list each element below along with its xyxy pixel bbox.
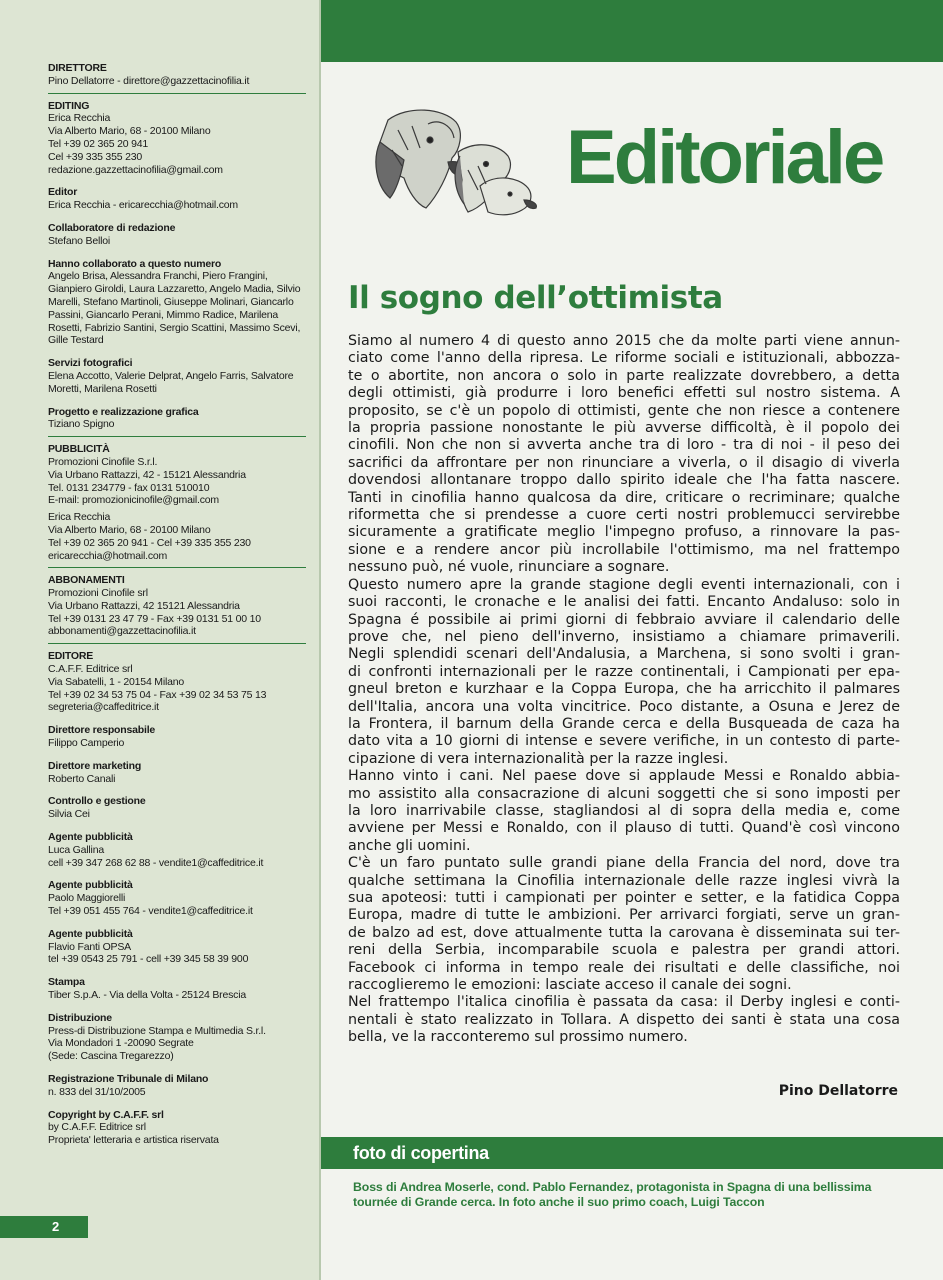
article-line: dovendosi allontanare troppo dallo spirito ideale che l'ha fatta nascere.	[348, 472, 900, 489]
masthead-line: Tel. 0131 234779 - fax 0131 510010	[48, 481, 210, 494]
masthead-line: Marelli, Stefano Martinoli, Giuseppe Molinari, Giancarlo	[48, 295, 294, 308]
masthead-block-title: Collaboratore di redazione	[48, 221, 176, 234]
masthead-block-title: Direttore responsabile	[48, 724, 156, 737]
article-line: Facebook ci informa in tempo reale dei risultati e delle classifiche, noi	[348, 959, 900, 976]
masthead-line: Passini, Giancarlo Perani, Mimmo Radice, Marilena	[48, 308, 279, 321]
masthead	[0, 0, 306, 1147]
cover-photo-band	[321, 1137, 943, 1169]
masthead-line: Flavio Fanti OPSA	[48, 940, 131, 953]
masthead-line: Roberto Canali	[48, 772, 116, 785]
masthead-block	[48, 976, 306, 1002]
section-title: Editoriale	[566, 115, 883, 200]
article-body	[348, 333, 900, 1047]
article-line: mo assistito alla consacrazione di alcuni soggetti che si sono imposti per	[348, 785, 900, 802]
masthead-block-title: Hanno collaborato a questo numero	[48, 257, 222, 270]
masthead-block-title: Agente pubblicità	[48, 879, 133, 892]
article-line: gneul breton e kurzhaar e la Coppa Europa, che ha arricchito il palmares	[348, 681, 900, 698]
article-line: de balzo ad est, dove attualmente tutta la carovana è disseminata sui ter-	[348, 924, 900, 941]
masthead-line: Press-di Distribuzione Stampa e Multimedia S.r.l.	[48, 1024, 266, 1037]
masthead-line: Promozioni Cinofile srl	[48, 587, 148, 600]
masthead-block-title: EDITORE	[48, 650, 94, 663]
masthead-block-title: Agente pubblicità	[48, 831, 133, 844]
masthead-block-title: Stampa	[48, 976, 85, 989]
masthead-line: Via Urbano Rattazzi, 42 15121 Alessandria	[48, 599, 240, 612]
masthead-block	[48, 222, 306, 248]
article-line: sicuramente a gratificate meglio l'impegno profuso, a rinnovare la pas-	[348, 524, 900, 541]
masthead-line: Elena Accotto, Valerie Delprat, Angelo Farris, Salvatore	[48, 369, 294, 382]
masthead-line: segreteria@caffeditrice.it	[48, 701, 159, 714]
article-line: nessuno può, né vuole, rinunciare a sognare.	[348, 559, 670, 576]
masthead-line: tel +39 0543 25 791 - cell +39 345 58 39 900	[48, 953, 249, 966]
sidebar-divider	[319, 0, 321, 1280]
masthead-line: Tiber S.p.A. - Via della Volta - 25124 Brescia	[48, 989, 246, 1002]
article-line: sione e a rendere ancor più incrollabile l'ottimismo, ma nel frattempo	[348, 541, 900, 558]
masthead-block	[48, 406, 306, 438]
article-line: dato vita a 10 giorni di intense e severe verifiche, in un contesto di parte-	[348, 733, 900, 750]
article-line: Nel frattempo l'italica cinofilia è passata da casa: il Derby inglesi e conti-	[348, 994, 900, 1011]
page-number-box	[0, 1216, 88, 1238]
masthead-line: Cel +39 335 355 230	[48, 150, 142, 163]
masthead-line: C.A.F.F. Editrice srl	[48, 663, 133, 676]
masthead-block	[48, 258, 306, 348]
masthead-block	[48, 100, 306, 177]
article-line: la Frontera, il barnum della Grande cerca e della Busqueada de caza ha	[348, 715, 900, 732]
caption-line: tournée di Grande cerca. In foto anche il suo primo coach, Luigi Taccon	[353, 1195, 765, 1209]
masthead-line: Via Urbano Rattazzi, 42 - 15121 Alessandria	[48, 468, 246, 481]
masthead-line: Erica Recchia	[48, 112, 111, 125]
masthead-block	[48, 650, 306, 714]
article-line: qualche settimana la Cinofilia internazionale delle razze inglesi vivrà la	[348, 872, 900, 889]
masthead-block	[48, 1073, 306, 1099]
article-line: Tanti in cinofilia hanno qualcosa da dire, criticare o recriminare; qualche	[348, 489, 900, 506]
masthead-line: E-mail: promozionicinofile@gmail.com	[48, 494, 219, 507]
masthead-line: n. 833 del 31/10/2005	[48, 1085, 146, 1098]
masthead-block-title: Agente pubblicità	[48, 927, 133, 940]
article-line: cipazione di vera internazionalità per la razze inglesi.	[348, 750, 729, 767]
masthead-block	[48, 879, 306, 917]
masthead-block-title: EDITING	[48, 99, 90, 112]
masthead-block-title: Editor	[48, 186, 78, 199]
article-line: Spagna é possibile ai primi giorni di febbraio avviare il calendario delle	[348, 611, 900, 628]
article-line: riformetta che si prendesse a cuore certi nostri problemucci servirebbe	[348, 507, 900, 524]
masthead-line: Erica Recchia	[48, 511, 111, 524]
caption-line: Boss di Andrea Moserle, cond. Pablo Fernandez, protagonista in Spagna di una bellissima	[353, 1180, 872, 1194]
masthead-block-title: Registrazione Tribunale di Milano	[48, 1073, 209, 1085]
masthead-line: Filippo Camperio	[48, 737, 125, 750]
article-line: degli ottimisti, già produrre i loro benefici effetti sul nostro sistema. A	[348, 385, 900, 402]
masthead-line: Via Alberto Mario, 68 - 20100 Milano	[48, 523, 211, 536]
page-number: 2	[52, 1219, 60, 1234]
article-line: avviene per Messi e Ronaldo, con il plauso di tutti. Quand'è così vincono	[348, 820, 900, 837]
masthead-line: Via Alberto Mario, 68 - 20100 Milano	[48, 125, 211, 138]
article-line: bella, ve la racconteremo sul prossimo numero.	[348, 1029, 688, 1046]
masthead-line: Tiziano Spigno	[48, 418, 115, 431]
masthead-block-title: ABBONAMENTI	[48, 574, 125, 587]
masthead-block	[48, 443, 306, 568]
masthead-line: Pino Dellatorre - direttore@gazzettacinofilia.it	[48, 74, 250, 87]
masthead-line: Gianpiero Giroldi, Laura Lazzaretto, Angelo Madia, Silvio	[48, 283, 301, 296]
masthead-sidebar	[0, 0, 319, 1280]
masthead-block-title: Controllo e gestione	[48, 795, 146, 808]
masthead-block	[48, 724, 306, 750]
cover-photo-title: foto di copertina	[353, 1143, 489, 1163]
masthead-block	[48, 186, 306, 212]
masthead-line: Gille Testard	[48, 334, 104, 347]
masthead-line: by C.A.F.F. Editrice srl	[48, 1121, 146, 1134]
dog-heads-illustration	[368, 100, 540, 220]
masthead-block-title: PUBBLICITÀ	[48, 443, 110, 456]
masthead-block	[48, 62, 306, 94]
cover-photo-caption	[353, 1180, 913, 1210]
article-line: reni della Serbia, incomparabile scuola e palestra per grandi attori.	[348, 942, 900, 959]
masthead-line: ericarecchia@hotmail.com	[48, 549, 168, 562]
masthead-line: Via Sabatelli, 1 - 20154 Milano	[48, 675, 185, 688]
article-line: dell'Italia, ancora una volta vincitrice. Poco distante, a Osuna e Jerez de	[348, 698, 900, 715]
article-line: suoi racconti, le cronache e le analisi dei fatti. Encanto Andaluso: solo in	[348, 594, 900, 611]
masthead-line: Silvia Cei	[48, 808, 90, 821]
article-line: sua apoteosi: tutti i campionati per pointer e setter, e la fatidica Coppa	[348, 890, 900, 906]
article-line: te o abortite, non ancora o solo in parte realizzate dovrebbero, a detta	[348, 367, 900, 384]
article-author: Pino Dellatorre	[778, 1083, 898, 1099]
masthead-block-title: Progetto e realizzazione grafica	[48, 405, 199, 418]
masthead-block-title: Servizi fotografici	[48, 357, 133, 370]
article-line: di confronti internazionali per le razze continentali, i Campionati per epa-	[348, 663, 900, 680]
article-line: prove che, nel pieno dell'inverno, insistiamo a chiamare primaverili.	[348, 628, 900, 645]
masthead-line: (Sede: Cascina Tregarezzo)	[48, 1050, 174, 1063]
article-line: sacrifici da affrontare per non rinunciare a viverla, o il disagio di viverla	[348, 454, 900, 471]
article-line: ciato come l'anno della ripresa. Le riforme sociali e istituzionali, abbozza-	[348, 350, 900, 367]
masthead-block-title: Direttore marketing	[48, 759, 142, 772]
top-green-band	[321, 0, 943, 62]
masthead-block-title: DIRETTORE	[48, 62, 107, 74]
article-line: anche gli uomini.	[348, 837, 471, 854]
article-line: raccoglieremo le emozioni: lasciate acceso il canale dei sogni.	[348, 977, 792, 994]
masthead-line: Tel +39 02 34 53 75 04 - Fax +39 02 34 53 75 13	[48, 688, 267, 701]
article-line: Europa, madre di tutte le ambizioni. Per arrivarci forgiati, serve un gran-	[348, 907, 900, 924]
masthead-block	[48, 760, 306, 786]
masthead-line: Stefano Belloi	[48, 234, 110, 247]
masthead-line: Erica Recchia - ericarecchia@hotmail.com	[48, 199, 238, 212]
masthead-line: Promozioni Cinofile S.r.l.	[48, 455, 158, 468]
masthead-block	[48, 574, 306, 644]
masthead-block	[48, 1012, 306, 1063]
article-line: la loro inarrivabile classe, stagliandosi al di sopra della media e, come	[348, 802, 900, 819]
masthead-line: Via Mondadori 1 -20090 Segrate	[48, 1037, 194, 1050]
article-line: Negli splendidi scenari dell'Andalusia, a Marchena, si sono svolti i gran-	[348, 646, 900, 663]
masthead-block-title: Distribuzione	[48, 1011, 112, 1024]
masthead-line: Proprieta' letteraria e artistica riservata	[48, 1134, 219, 1147]
article-line: cinofili. Non che non si avverta anche tra di loro - tra di noi - il peso dei	[348, 437, 900, 454]
masthead-line: Tel +39 02 365 20 941	[48, 137, 149, 150]
masthead-line: Paolo Maggiorelli	[48, 892, 126, 905]
masthead-block	[48, 1109, 306, 1147]
masthead-line: cell +39 347 268 62 88 - vendite1@caffeditrice.it	[48, 856, 264, 869]
article-line: Hanno vinto i cani. Nel paese dove si applaude Messi e Ronaldo abbia-	[348, 768, 900, 785]
article-line: proposito, se c'è un popolo di ottimisti, gente che non riesce a contenere	[348, 402, 900, 419]
masthead-line: abbonamenti@gazzettacinofilia.it	[48, 625, 196, 638]
masthead-block	[48, 357, 306, 395]
masthead-line: Luca Gallina	[48, 843, 104, 856]
masthead-block	[48, 795, 306, 821]
article-line: nentali è stato realizzato in Tollara. A dispetto dei santi è stata una cosa	[348, 1011, 900, 1028]
masthead-line: Rosetti, Fabrizio Santini, Sergio Scattini, Massimo Scevi,	[48, 321, 301, 334]
article-line: la propria passione nonostante le più avverse difficoltà, è il popolo dei	[348, 420, 900, 437]
masthead-line: Tel +39 02 365 20 941 - Cel +39 335 355 230	[48, 536, 251, 549]
article-line: C'è un faro puntato sulle grandi piane della Francia del nord, dove tra	[348, 855, 900, 872]
masthead-block	[48, 831, 306, 869]
masthead-block-title: Copyright by C.A.F.F. srl	[48, 1108, 164, 1121]
article-headline: Il sogno dell’ottimista	[348, 280, 723, 316]
masthead-line: Tel +39 0131 23 47 79 - Fax +39 0131 51 00 10	[48, 612, 261, 625]
masthead-line: Moretti, Marilena Rosetti	[48, 382, 157, 395]
masthead-block	[48, 928, 306, 966]
article-line: Questo numero apre la grande stagione degli eventi internazionali, con i	[348, 576, 900, 593]
masthead-line: redazione.gazzettacinofilia@gmail.com	[48, 163, 223, 176]
masthead-line: Tel +39 051 455 764 - vendite1@caffeditrice.it	[48, 905, 253, 918]
article-line: Siamo al numero 4 di questo anno 2015 che da molte parti viene annun-	[348, 333, 900, 349]
masthead-line: Angelo Brisa, Alessandra Franchi, Piero Frangini,	[48, 270, 268, 283]
